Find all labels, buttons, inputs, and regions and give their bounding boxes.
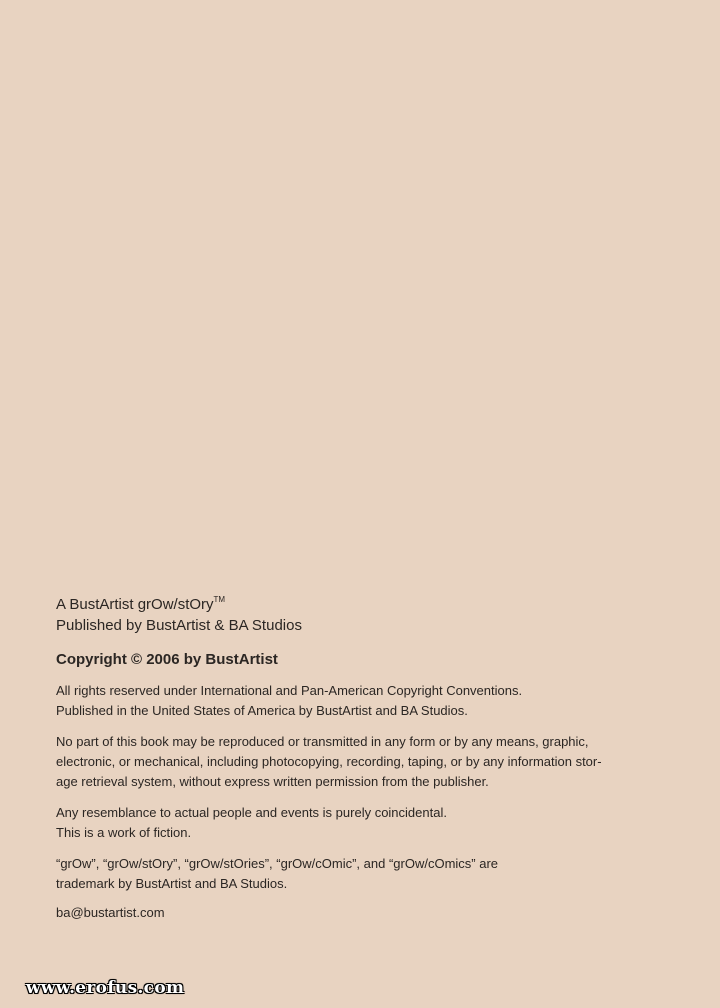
series-line: A BustArtist grOw/stOry™ — [56, 595, 226, 613]
reproduction-paragraph — [56, 732, 666, 792]
rights-line: Published in the United States of America by BustArtist and BA Studios. — [56, 703, 468, 718]
credits-block — [56, 594, 666, 636]
disclaimer-line: This is a work of fiction. — [56, 825, 192, 840]
trademark-line: “grOw”, “grOw/stOry”, “grOw/stOries”, “grOw/cOmic”, and “grOw/cOmics” are — [56, 856, 499, 871]
rights-paragraph — [56, 681, 666, 721]
trademark-paragraph — [56, 854, 666, 894]
disclaimer-paragraph — [56, 803, 666, 843]
site-watermark: www.erofus.com — [26, 978, 185, 998]
reproduction-line: No part of this book may be reproduced or transmitted in any form or by any means, graphic, — [56, 734, 589, 749]
copyright-heading: Copyright © 2006 by BustArtist — [56, 651, 278, 668]
reproduction-line: age retrieval system, without express written permission from the publisher. — [56, 774, 489, 789]
publisher-line: Published by BustArtist & BA Studios — [56, 617, 302, 634]
contact-email: ba@bustartist.com — [56, 905, 165, 920]
reproduction-line: electronic, or mechanical, including photocopying, recording, taping, or by any information stor- — [56, 754, 602, 769]
copyright-page — [56, 594, 666, 923]
trademark-line: trademark by BustArtist and BA Studios. — [56, 876, 288, 891]
rights-line: All rights reserved under International and Pan-American Copyright Conventions. — [56, 683, 523, 698]
disclaimer-line: Any resemblance to actual people and events is purely coincidental. — [56, 805, 447, 820]
trademark-symbol: TM — [213, 595, 226, 604]
